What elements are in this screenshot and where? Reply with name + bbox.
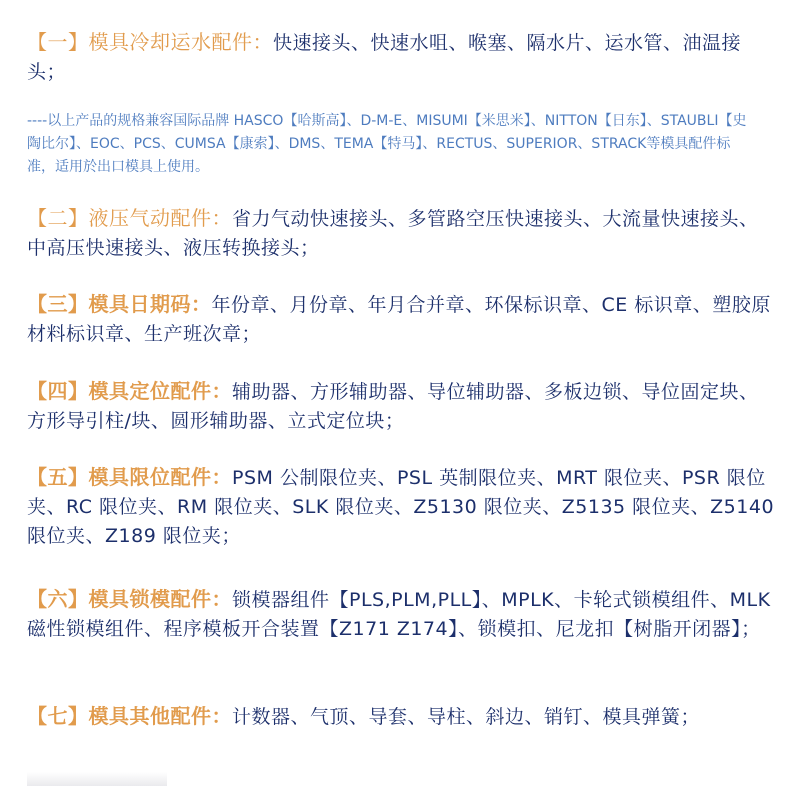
section-heading: 【六】模具锁模配件： [27,587,232,611]
section-date-codes [27,290,777,349]
section-body: 计数器、气顶、导套、导柱、斜边、销钉、模具弹簧； [232,706,701,728]
section-body: 辅助器、方形辅助器、导位辅助器、多板边锁、导位固定块、方形导引柱/块、圆形辅助器、立式定位块； [27,381,759,432]
section-heading: 【五】模具限位配件： [27,465,232,489]
section-heading: 【七】模具其他配件： [27,704,232,728]
section-body: PSM 公制限位夹、PSL 英制限位夹、MRT 限位夹、PSR 限位夹、RC 限位夹、RM 限位夹、SLK 限位夹、Z5130 限位夹、Z5135 限位夹、Z5140 限位夹、Z189 限位夹； [27,467,775,547]
section-positioning-parts [27,377,777,436]
section-locking-parts [27,585,777,644]
section-body: 年份章、月份章、年月合并章、环保标识章、CE 标识章、塑胶原材料标识章、生产班次章； [27,294,771,345]
section-cooling-parts [27,28,777,87]
compatibility-note: ----以上产品的规格兼容国际品牌 HASCO【哈斯高】、D-M-E、MISUMI【米思米】、NITTON【日东】、STAUBLI【史陶比尔】、EOC、PCS、CUMSA【康索】、DMS、TEMA【特马】、RECTUS、SUPERIOR、STRACK等模具配件标准，适用於出口模具上使用。 [27,113,747,175]
section-body: 快速接头、快速水咀、喉塞、隔水片、运水管、油温接头； [27,32,742,83]
section-limit-parts [27,463,777,551]
bottom-divider [27,772,167,786]
section-heading: 【三】模具日期码： [27,292,212,316]
section-heading: 【二】液压气动配件： [27,206,232,230]
section-other-parts [27,702,777,732]
section-body: 省力气动快速接头、多管路空压快速接头、大流量快速接头、中高压快速接头、液压转换接头； [27,208,759,259]
section-hydraulic-pneumatic-parts [27,204,777,263]
section-body: 锁模器组件【PLS,PLM,PLL】、MPLK、卡轮式锁模组件、MLK 磁性锁模组件、程序模板开合装置【Z171 Z174】、锁模扣、尼龙扣【树脂开闭器】； [27,589,771,640]
section-heading: 【四】模具定位配件： [27,379,232,403]
section-heading: 【一】模具冷却运水配件： [27,30,273,54]
